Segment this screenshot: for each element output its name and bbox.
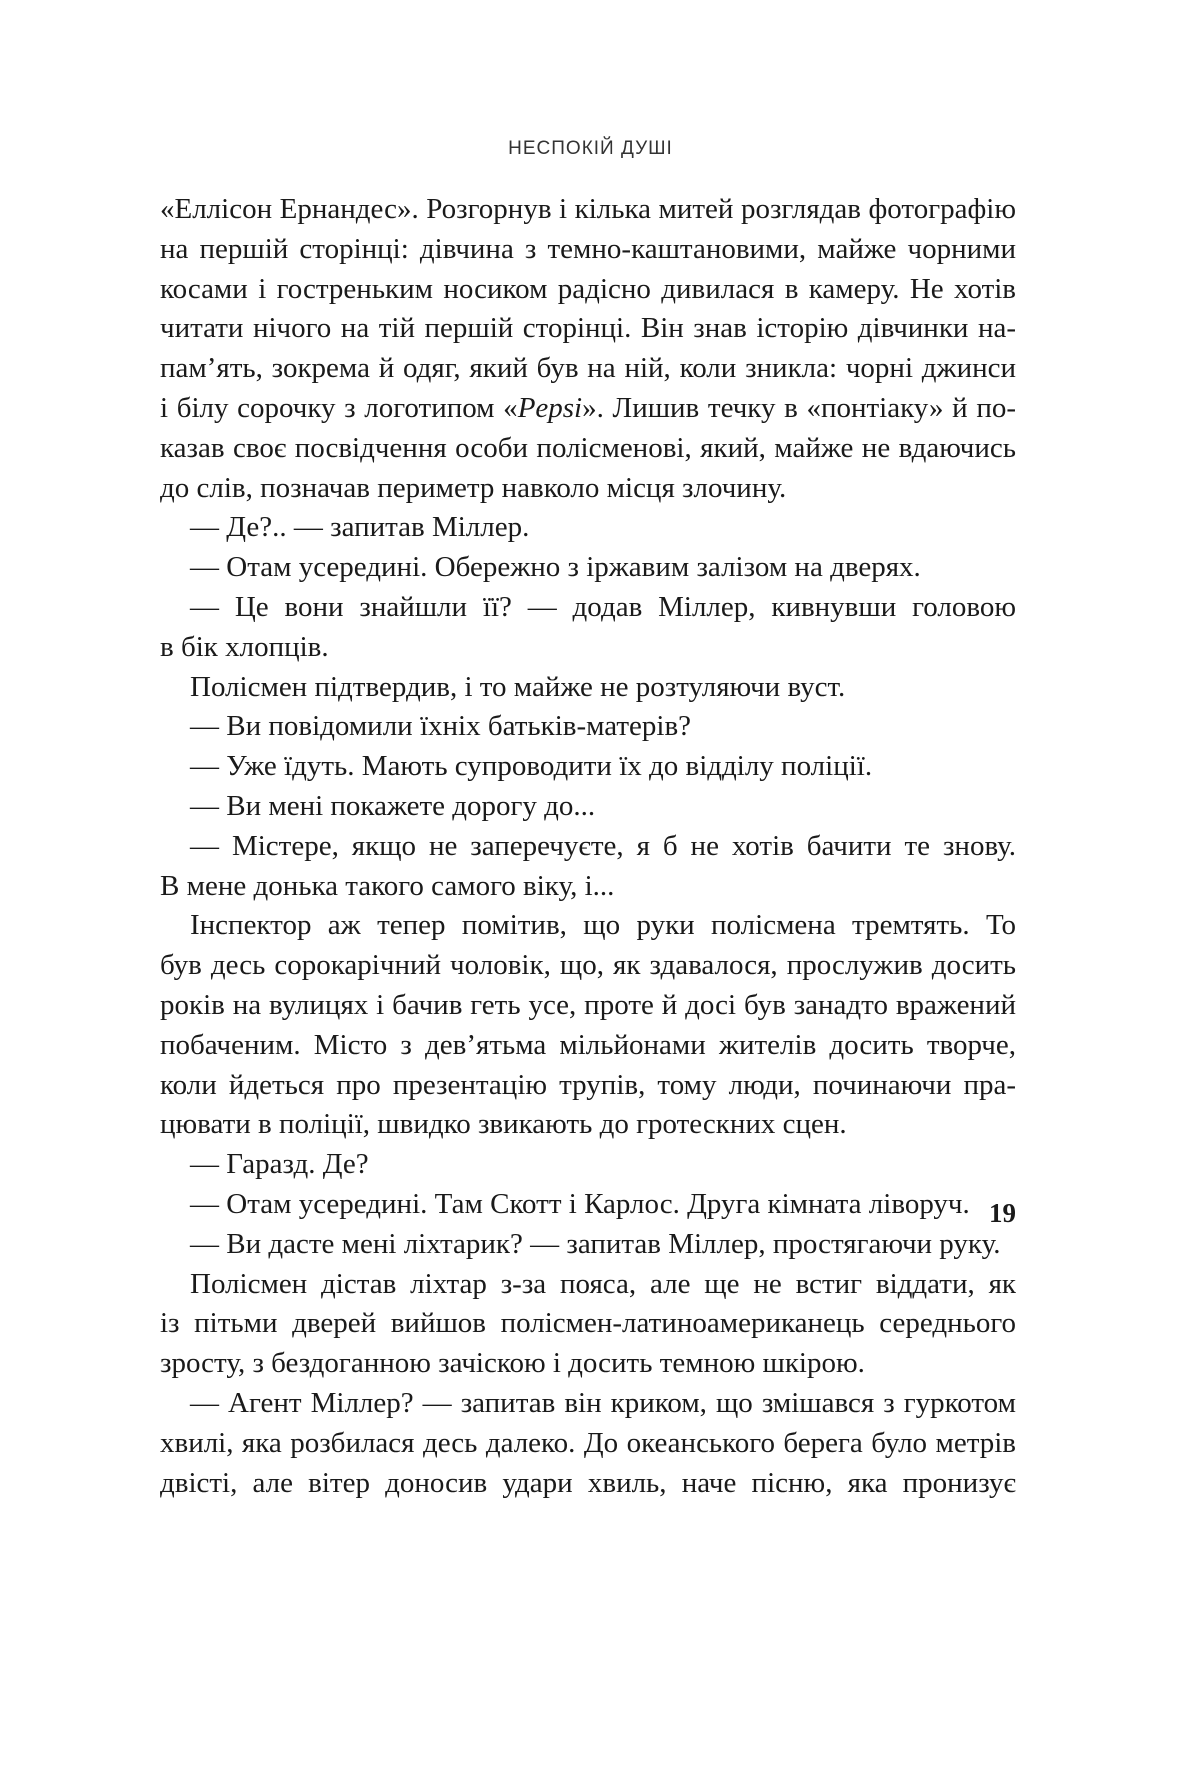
text-line: — Отам усередині. Обережно з іржавим залізом на дверях.	[190, 551, 921, 584]
text-line: — Ви дасте мені ліхтарик? — запитав Міллер, простягаючи руку.	[190, 1227, 1001, 1260]
text-line: був десь сорокарічний чоловік, що, як здавалося, прослужив досить	[160, 949, 1016, 982]
text-line: «Еллісон Ернандес». Розгорнув і кілька митей розглядав фотографію	[160, 193, 1016, 225]
text-line: В мене донька такого самого віку, і...	[160, 869, 615, 902]
text-line: побаченим. Місто з дев’ятьма мільйонами жителів досить творче,	[160, 1028, 1016, 1061]
running-head: НЕСПОКІЙ ДУШІ	[508, 138, 673, 159]
text-line: — Де?.. — запитав Міллер.	[190, 511, 530, 544]
text-line: — Уже їдуть. Мають супроводити їх до відділу поліції.	[190, 750, 873, 783]
text-line: — Агент Міллер? — запитав він криком, що змішався з гуркотом	[190, 1386, 1016, 1419]
text-line: читати нічого на тій першій сторінці. Він знав історію дівчинки на-	[160, 312, 1016, 345]
text-line: — Отам усередині. Там Скотт і Карлос. Друга кімната ліворуч.	[190, 1187, 970, 1220]
text-line: хвилі, яка розбилася десь далеко. До океанського берега було метрів	[160, 1426, 1016, 1459]
text-line: казав своє посвідчення особи полісменові, який, майже не вдаючись	[160, 431, 1016, 464]
text-line: — Гаразд. Де?	[190, 1148, 369, 1181]
text-line: в бік хлопців.	[160, 630, 329, 663]
text-line: цювати в поліції, швидко звикають до гротескних сцен.	[160, 1108, 847, 1141]
text-line: косами і гостреньким носиком радісно дивилася в камеру. Не хотів	[160, 272, 1016, 305]
text-line: — Це вони знайшли її? — додав Міллер, кивнувши головою	[190, 590, 1016, 623]
text-line: пам’ять, зокрема й одяг, який був на ній, коли зникла: чорні джинси	[160, 352, 1016, 385]
text-line: зросту, з бездоганною зачіскою і досить темною шкірою.	[160, 1347, 865, 1380]
text-line: коли йдеться про презентацію трупів, тому люди, починаючи пра-	[160, 1068, 1016, 1101]
text-line: і білу сорочку з логотипом «Pepsi». Лишив течку в «понтіаку» й по-	[160, 391, 1016, 424]
body-text	[160, 190, 1016, 1503]
text-line: до слів, позначав периметр навколо місця злочину.	[160, 471, 787, 504]
text-line: років на вулицях і бачив геть усе, проте й досі був занадто вражений	[160, 988, 1016, 1021]
text-line: — Ви повідомили їхніх батьків-матерів?	[190, 710, 692, 743]
page-number: 19	[989, 1198, 1016, 1228]
text-line: Полісмен підтвердив, і то майже не розтуляючи вуст.	[190, 670, 846, 703]
text-line: Інспектор аж тепер помітив, що руки полісмена тремтять. То	[190, 909, 1016, 942]
text-line: двісті, але вітер доносив удари хвиль, наче пісню, яка пронизує	[160, 1466, 1016, 1499]
text-line: Полісмен дістав ліхтар з-за пояса, але ще не встиг віддати, як	[190, 1267, 1016, 1300]
text-line: — Містере, якщо не заперечуєте, я б не хотів бачити те знову.	[190, 829, 1016, 862]
text-line: із пітьми дверей вийшов полісмен-латиноамериканець середнього	[160, 1307, 1016, 1340]
brand-name-italic: Pepsi	[517, 391, 583, 424]
text-line: — Ви мені покажете дорогу до...	[190, 789, 596, 822]
text-line: на першій сторінці: дівчина з темно-каштановими, майже чорними	[160, 232, 1016, 265]
